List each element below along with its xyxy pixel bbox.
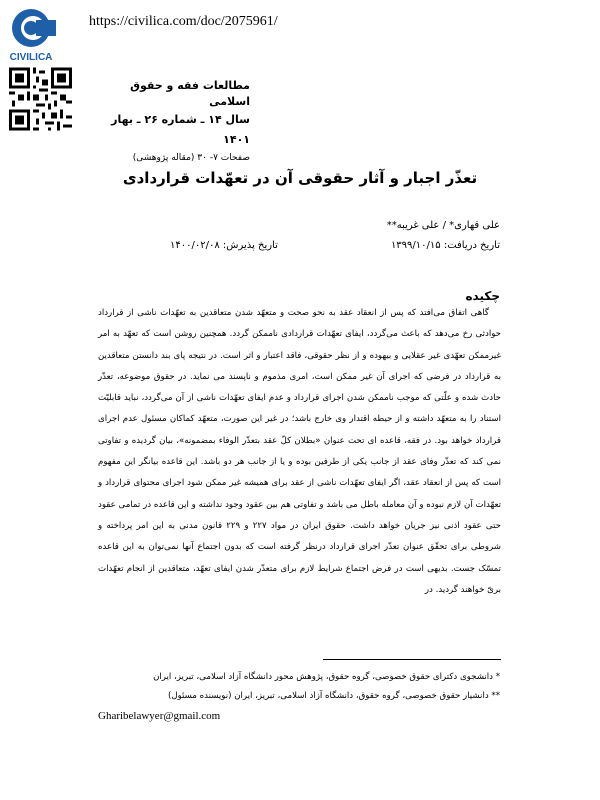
article-title: تعذّر اجبار و آثار حقوقی آن در تعهّدات قراردادی — [122, 169, 478, 187]
journal-info — [100, 78, 250, 166]
civilica-logo[interactable] — [6, 6, 56, 64]
journal-name: مطالعات فقه و حقوق اسلامی — [130, 79, 250, 108]
article-authors: علی قهاری* / علی غریبه** — [386, 220, 500, 231]
document-url[interactable]: https://civilica.com/doc/2075961/ — [89, 14, 278, 29]
logo-text: CIVILICA — [9, 52, 53, 63]
footnote-second-author: ** دانشیار حقوق خصوصی، گروه حقوق، دانشگاه آزاد اسلامی، تبریز، ایران (نویسنده مسئول) — [168, 691, 500, 701]
abstract-body — [98, 303, 501, 601]
author-email[interactable]: Gharibelawyer@gmail.com — [98, 710, 221, 722]
abstract-text: گاهی اتفاق می‌افتد که پس از انعقاد عقد به نحو صحت و متعهّد شدن متعاقدین به تعهّدات ناشی از قرارداد حوادثی رخ می‌دهد که باعث می‌گردد، ایفای تعهّدات قراردادی ناممکن گردد. همچنین روشن است که تعهّد به امر غیرممکن تعهّدی غیر عقلایی و بیهوده و از نظر حقوقی، فاقد اعتبار و اثر است. در نتیجه پای بند دانستن متعاقدین به قرارداد در فرضی که اجرای آن غیر ممکن است، امری مذموم و ناپسند می نماید. در حقوق موضوعه، تعذّر حادث شده و علّتی که موجب ناممکن شدن اجرای قرارداد و عدم ایفای تعهّدات ناشی از آن می‌گردد، نباید قابلیّت استناد را به متعهّد داشته و از حیطه اقتدار وی خارج باشد؛ در غیر این صورت، متعهّد کماکان مسئول عدم اجرای قرارداد خواهد بود. در فقه، قاعده ای تحت عنوان «بطلان کلّ عقد بتعذّر الوفاء بمضمونه»، بیان گردیده و تفاوتی نمی کند که تعذّر وفای عقد از جانب یکی از طرفین بوده و یا از جانب هر دو باشد. این قاعده بیانگر این مفهوم است که پس از انعقاد عقد، اگر ایفای تعهّدات ناشی از عقد برای همیشه غیر ممکن شود اجرای محتوای قرارداد و تعهّدات آن لازم نبوده و آن معامله باطل می باشد و تفاوتی هم بین عقود وجود نداشته و این قاعده در تمامی عقود حتی عقود اذنی نیز جریان خواهد داشت. حقوق ایران در مواد ۲۲۷ و ۲۲۹ قانون مدنی به این امر پرداخته و شروطی برای تحقّق عنوان تعذّر اجرای قرارداد درنظر گرفته است که بدون اجتماع آنها نمی‌توان به این قاعده تمسّک جست. بدیهی است در فرض اجتماع شرایط لازم برای متعذّر شدن ایفای تعهّد، متعاقدین از انجام تعهّدات بریّ خواهند گردید. در — [98, 308, 501, 595]
journal-issue: سال ۱۴ ـ شماره ۲۶ ـ بهار ۱۴۰۱ — [111, 113, 250, 146]
journal-pages: صفحات ۷- ۳۰ (مقاله پژوهشی) — [132, 153, 250, 163]
footnote-first-author: * دانشجوی دکترای حقوق خصوصی، گروه حقوق، پژوهش محور دانشگاه آزاد اسلامی، تبریز، ایران — [153, 672, 500, 682]
accepted-date: تاریخ پذیرش: ۱۴۰۰/۰۲/۰۸ — [170, 240, 278, 251]
footnote-divider — [323, 659, 501, 660]
qr-code — [9, 66, 72, 132]
abstract-heading: چکیده — [465, 289, 500, 303]
received-date: تاریخ دریافت: ۱۳۹۹/۱۰/۱۵ — [390, 240, 500, 251]
